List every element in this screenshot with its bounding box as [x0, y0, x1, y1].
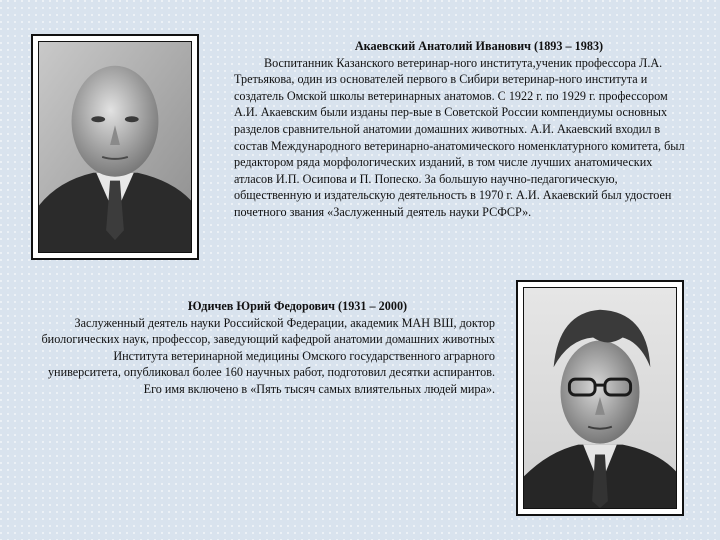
bio-akaevsky-title: Акаевский Анатолий Иванович (1893 – 1983): [354, 39, 604, 53]
portrait-akaevsky-photo: [38, 41, 192, 253]
bio-yudichev-title: Юдичев Юрий Федорович (1931 – 2000): [187, 299, 408, 313]
bio-yudichev: [40, 298, 495, 398]
portrait-akaevsky-image: [39, 42, 191, 252]
bio-yudichev-text: Заслуженный деятель науки Российской Федерации, академик МАН ВШ, доктор биологических наук, профессор, заведующий кафедрой анатомии домашних животных Института ветеринарной медицины Омского государственного аграрного университета, опубликовал более 160 научных работ, подготовил десятки аспирантов. Его имя включено в «Пять тысяч самых влиятельных людей мира».: [41, 315, 495, 396]
bio-akaevsky-text: Воспитанник Казанского ветеринар-ного института,ученик профессора Л.А. Третьякова, один из основателей первого в Сибири ветеринар-ного института и создатель Омской школы ветеринарных анатомов. С 1922 г. по 1929 г. профессором А.И. Акаевским были изданы пер-вые в Советской России компендиумы основных разделов сравнительной анатомии домашних животных. А.И. Акаевский входил в состав Международного ветеринарно-анатомического номенклатурного комитета, был редактором ряда морфологических изданий, в том числе лучших анатомических атласов И.П. Осипова и П. Попеско. За большую научно-педагогическую, общественную и издательскую деятельность в 1970 г. А.И. Акаевский был удостоен почетного звания «Заслуженный деятель науки РСФСР».: [234, 55, 685, 219]
portrait-yudichev: [516, 280, 684, 516]
portrait-akaevsky: [31, 34, 199, 260]
portrait-yudichev-photo: [523, 287, 677, 509]
bio-akaevsky: [234, 38, 694, 221]
portrait-yudichev-image: [524, 288, 676, 508]
